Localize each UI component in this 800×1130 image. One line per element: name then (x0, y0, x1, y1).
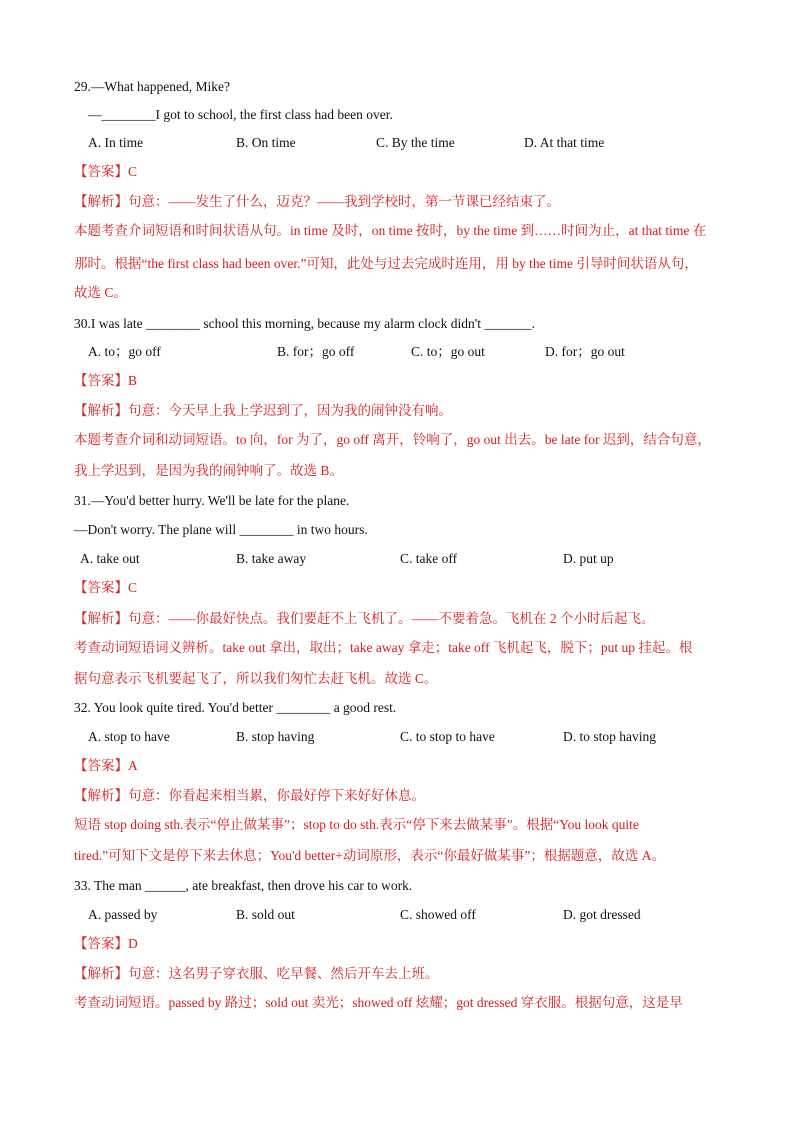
q29-options (0, 133, 800, 153)
q33-option-c: C. showed off (400, 907, 476, 922)
q33-option-b: B. sold out (236, 907, 295, 922)
q33-option-a: A. passed by (88, 907, 158, 922)
q29-option-b: B. On time (236, 135, 296, 150)
q30-option-d: D. for；go out (545, 344, 625, 359)
q31-option-b: B. take away (236, 551, 307, 566)
q33-options (0, 905, 800, 925)
q33-answer: 【答案】D (74, 936, 138, 951)
q31-option-c: C. take off (400, 551, 458, 566)
q33-analysis-2: 考查动词短语。passed by 路过；sold out 卖光；showed off 炫耀；got dressed 穿衣服。根据句意，这是早 (74, 995, 683, 1010)
q31-option-a: A. take out (80, 551, 140, 566)
q32-option-d: D. to stop having (563, 729, 656, 744)
q31-analysis-3: 据句意表示飞机要起飞了，所以我们匆忙去赶飞机。故选 C。 (74, 671, 438, 686)
q31-analysis-1: 【解析】句意：——你最好快点。我们要赶不上飞机了。——不要着急。飞机在 2 个小时后起飞。 (74, 611, 655, 626)
q31-question: 31.—You'd better hurry. We'll be late for the plane. (74, 493, 350, 508)
q29-analysis-3: 那时。根据“the first class had been over.”可知，此处与过去完成时连用，用 by the time 引导时间状语从句， (74, 256, 698, 271)
q31-answer: 【答案】C (74, 580, 138, 595)
q33-question: 33. The man ______, ate breakfast, then drove his car to work. (74, 878, 413, 893)
q31-analysis-2: 考查动词短语词义辨析。take out 拿出，取出；take away 拿走；take off 飞机起飞，脱下；put up 挂起。根 (74, 640, 693, 655)
q31-options (0, 549, 800, 569)
q32-option-a: A. stop to have (88, 729, 170, 744)
q30-analysis-3: 我上学迟到，是因为我的闹钟响了。故选 B。 (74, 463, 343, 478)
q32-analysis-3: tired.”可知下文是停下来去休息；You'd better+动词原形，表示“你最好做某事”；根据题意，故选 A。 (74, 848, 666, 863)
q29-line2: —________I got to school, the first class had been over. (88, 107, 393, 122)
q32-question: 32. You look quite tired. You'd better ________ a good rest. (74, 700, 397, 715)
q32-option-b: B. stop having (236, 729, 315, 744)
q29-analysis-4: 故选 C。 (74, 285, 127, 300)
q30-question: 30.I was late ________ school this morning, because my alarm clock didn't _______. (74, 316, 535, 331)
q29-option-d: D. At that time (524, 135, 605, 150)
q32-options (0, 727, 800, 747)
q29-option-a: A. In time (88, 135, 144, 150)
q33-analysis-1: 【解析】句意：这名男子穿衣服、吃早餐、然后开车去上班。 (74, 966, 439, 981)
q32-analysis-1: 【解析】句意：你看起来相当累，你最好停下来好好休息。 (74, 788, 425, 803)
q32-option-c: C. to stop to have (400, 729, 495, 744)
q30-analysis-2: 本题考查介词和动词短语。to 向，for 为了，go off 离开，铃响了，go out 出去。be late for 迟到，结合句意， (74, 432, 711, 447)
q29-analysis-2: 本题考查介词短语和时间状语从句。in time 及时，on time 按时，by the time 到……时间为止，at that time 在 (74, 223, 707, 238)
q29-analysis-1: 【解析】句意：——发生了什么，迈克？——我到学校时，第一节课已经结束了。 (74, 194, 560, 209)
q29-question: 29.—What happened, Mike? (74, 79, 230, 94)
q30-option-b: B. for；go off (277, 344, 355, 359)
q33-option-d: D. got dressed (563, 907, 641, 922)
q30-answer: 【答案】B (74, 373, 138, 388)
q29-answer: 【答案】C (74, 164, 138, 179)
q31-line2: —Don't worry. The plane will ________ in two hours. (74, 522, 368, 537)
q30-option-c: C. to；go out (411, 344, 485, 359)
q31-option-d: D. put up (563, 551, 614, 566)
q30-analysis-1: 【解析】句意：今天早上我上学迟到了，因为我的闹钟没有响。 (74, 403, 452, 418)
q32-analysis-2: 短语 stop doing sth.表示“停止做某事”；stop to do sth.表示“停下来去做某事”。根据“You look quite (74, 817, 639, 832)
q30-options (0, 342, 800, 362)
q30-option-a: A. to；go off (88, 344, 161, 359)
q29-option-c: C. By the time (376, 135, 455, 150)
q32-answer: 【答案】A (74, 758, 138, 773)
